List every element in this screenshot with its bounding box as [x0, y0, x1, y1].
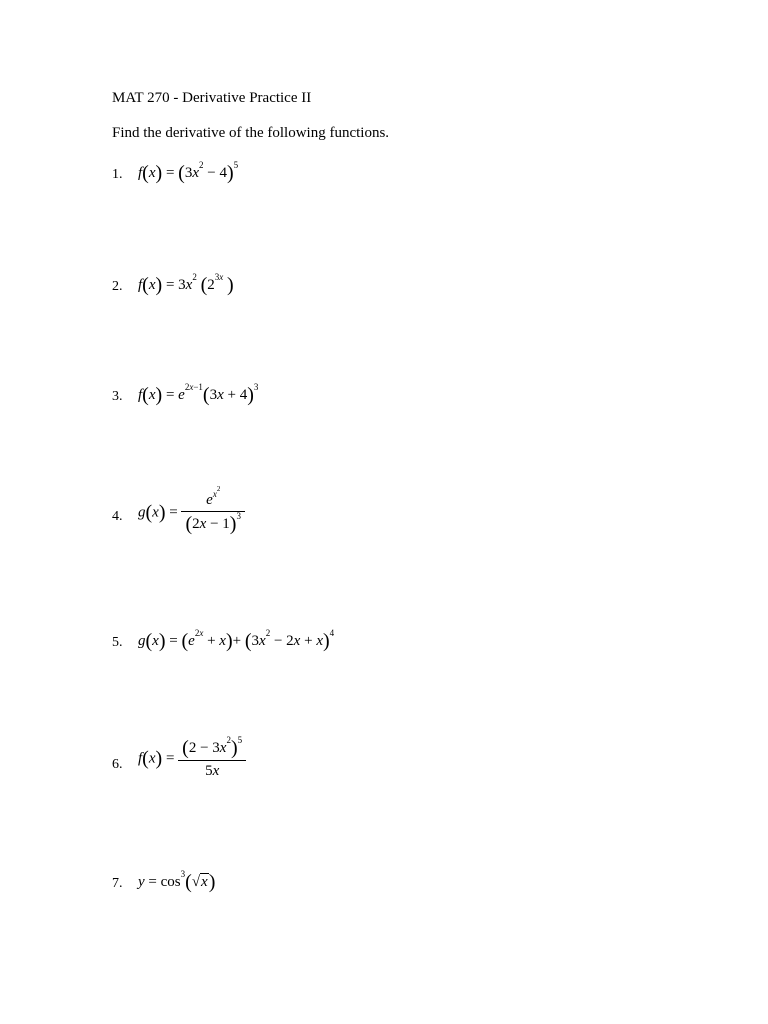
- problem-5-expression: $g(x) = (e^{2x} + x)+ (3x^2 - 2x + x)^4$: [138, 628, 335, 652]
- problem-number: 3.: [112, 389, 123, 404]
- problem-number: 6.: [112, 757, 123, 772]
- problem-number: 1.: [112, 167, 123, 182]
- problem-6-expression: f(x) = $\frac{(2 - 3x^2)^5}{5x}$: [138, 738, 246, 780]
- problem-4-expression: g(x) = $\frac{e^{x^2}}{(2x - 1)^3}$: [138, 492, 245, 534]
- problem-number: 4.: [112, 509, 123, 524]
- problem-number: 5.: [112, 635, 123, 650]
- problem-number: 7.: [112, 876, 123, 891]
- page-title: MAT 270 - Derivative Practice II: [112, 90, 312, 106]
- problem-1-expression: $f(x) = (3x^2 - 4)^5$: [138, 160, 239, 184]
- instructions: Find the derivative of the following functions.: [112, 125, 390, 141]
- problem-3-expression: $f(x) = e^{2x-1}(3x + 4)^3$: [138, 382, 259, 406]
- problem-7-expression: $y = \cos^3(√x)$: [138, 869, 216, 893]
- problem-number: 2.: [112, 279, 123, 294]
- problem-2-expression: $f(x) = 3x^2$ ($2^{3x}$ ): [138, 272, 234, 296]
